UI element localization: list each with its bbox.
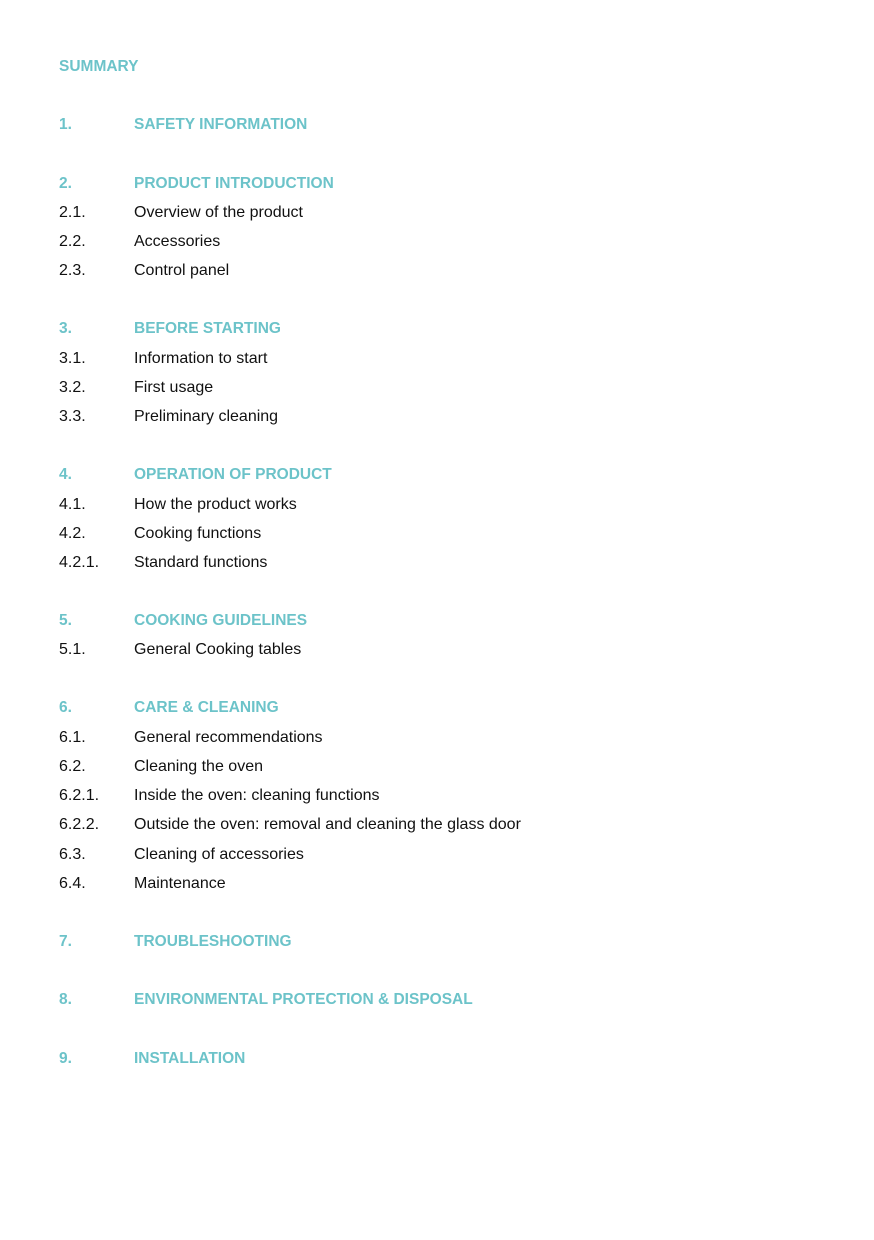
toc-entry-number: 6.1.: [59, 729, 86, 746]
toc-entry-title: Inside the oven: cleaning functions: [134, 787, 380, 804]
toc-entry-number: 2.2.: [59, 233, 86, 250]
toc-entry-title: Overview of the product: [134, 204, 303, 221]
toc-entry-title: Cleaning the oven: [134, 758, 263, 775]
toc-entry-title: INSTALLATION: [134, 1050, 246, 1067]
toc-entry-number: 3.2.: [59, 379, 86, 396]
toc-entry-number: 3.: [59, 320, 72, 337]
toc-entry-title: ENVIRONMENTAL PROTECTION & DISPOSAL: [134, 991, 473, 1008]
toc-entry-title: TROUBLESHOOTING: [134, 933, 292, 950]
toc-entry-title: Control panel: [134, 262, 230, 279]
toc-entry-number: 4.: [59, 466, 72, 483]
toc-title: SUMMARY: [59, 58, 139, 75]
toc-entry-number: 4.1.: [59, 496, 86, 513]
toc-entry-number: 2.3.: [59, 262, 86, 279]
toc-entry-title: General Cooking tables: [134, 641, 302, 658]
toc-entry-title: Accessories: [134, 233, 221, 250]
toc-entry-number: 3.1.: [59, 350, 86, 367]
toc-entry-title: Maintenance: [134, 875, 226, 892]
toc-entry-number: 2.: [59, 175, 72, 192]
toc-entry-title: Cooking functions: [134, 525, 262, 542]
toc-entry-title: SAFETY INFORMATION: [134, 116, 308, 133]
toc-entry-number: 2.1.: [59, 204, 86, 221]
toc-entry-number: 9.: [59, 1050, 72, 1067]
toc-entry-number: 6.2.1.: [59, 787, 100, 804]
toc-entry-title: First usage: [134, 379, 214, 396]
toc-entry-number: 6.: [59, 699, 72, 716]
toc-entry-title: How the product works: [134, 496, 297, 513]
toc-entry-title: Cleaning of accessories: [134, 846, 304, 863]
toc-entry-title: COOKING GUIDELINES: [134, 612, 308, 629]
toc-entry-title: BEFORE STARTING: [134, 320, 281, 337]
toc-entry-title: CARE & CLEANING: [134, 699, 279, 716]
toc-entry-number: 4.2.: [59, 525, 86, 542]
toc-entry-number: 6.2.: [59, 758, 86, 775]
toc-entry-number: 5.: [59, 612, 72, 629]
toc-entry-number: 4.2.1.: [59, 554, 100, 571]
toc-entry-number: 7.: [59, 933, 72, 950]
toc-entry-title: Outside the oven: removal and cleaning the glass door: [134, 816, 521, 833]
toc-entry-title: Information to start: [134, 350, 268, 367]
toc-entry-title: Standard functions: [134, 554, 268, 571]
toc-entry-number: 8.: [59, 991, 72, 1008]
toc-entry-number: 3.3.: [59, 408, 86, 425]
toc-entry-title: PRODUCT INTRODUCTION: [134, 175, 334, 192]
toc-entry-title: OPERATION OF PRODUCT: [134, 466, 332, 483]
toc-entry-number: 6.3.: [59, 846, 86, 863]
toc-entry-title: Preliminary cleaning: [134, 408, 279, 425]
toc-entry-number: 6.4.: [59, 875, 86, 892]
toc-entry-title: General recommendations: [134, 729, 323, 746]
toc-entry-number: 1.: [59, 116, 72, 133]
toc-entry-number: 6.2.2.: [59, 816, 100, 833]
toc-entry-number: 5.1.: [59, 641, 86, 658]
